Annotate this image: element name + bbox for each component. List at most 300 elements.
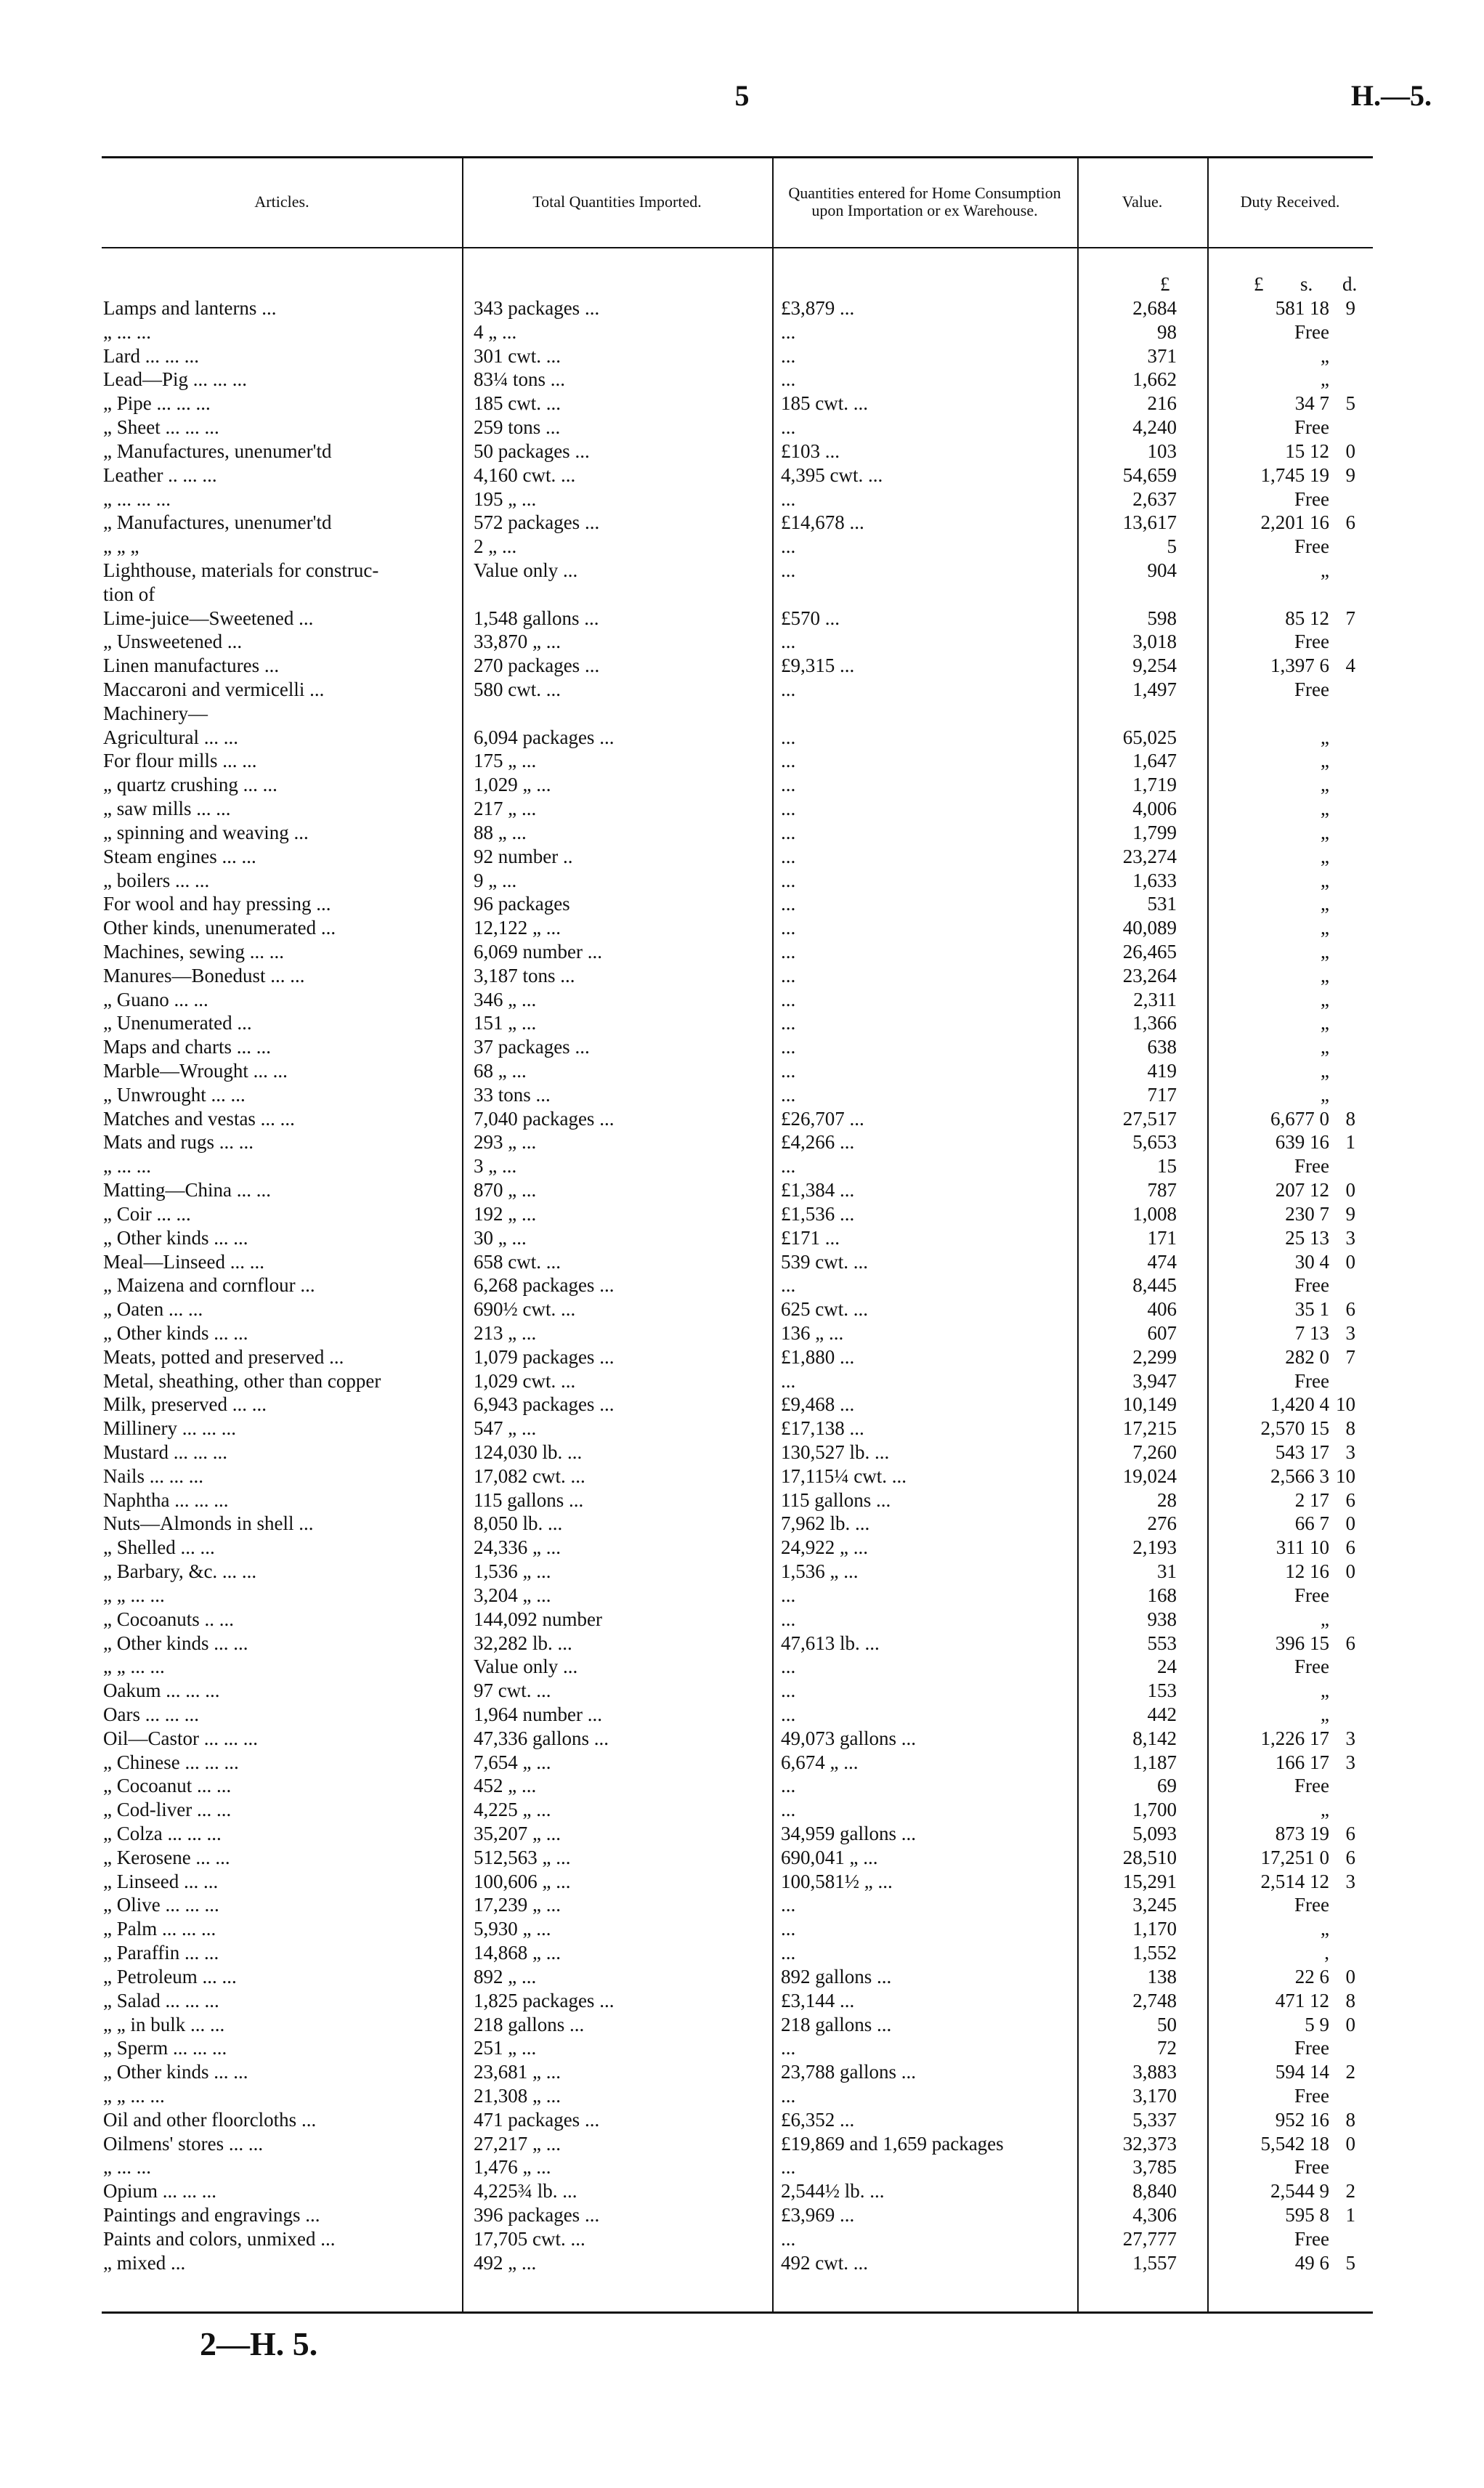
home-consumption-cell: £570 ... [781, 607, 840, 629]
table-row [0, 2084, 1484, 2108]
article-cell: tion of [103, 583, 155, 605]
total-imported-cell: 92 number .. [474, 845, 573, 867]
home-consumption-cell: ... [781, 2037, 796, 2059]
home-consumption-cell: 492 cwt. ... [781, 2251, 868, 2274]
total-imported-cell: 1,476 „ ... [474, 2156, 551, 2179]
value-cell: 1,647 [1132, 750, 1177, 772]
total-imported-cell: 27,217 „ ... [474, 2132, 561, 2155]
article-cell: „ Colza ... ... ... [103, 1823, 222, 1844]
table-row [0, 1321, 1484, 1345]
article-cell: Maps and charts ... ... [103, 1036, 271, 1058]
table-row [0, 2155, 1484, 2179]
home-consumption-cell: ... [781, 750, 796, 772]
value-cell: 15,291 [1122, 1870, 1177, 1892]
table-body [0, 296, 1484, 2274]
article-cell: „ quartz crushing ... ... [103, 774, 277, 796]
duty-cell: „ [1321, 1083, 1329, 1106]
total-imported-cell: 7,654 „ ... [474, 1751, 551, 1773]
home-consumption-cell: ... [781, 559, 796, 581]
total-imported-cell: 2 „ ... [474, 535, 517, 558]
home-consumption-cell: ... [781, 893, 796, 915]
home-consumption-cell: £14,678 ... [781, 511, 864, 534]
value-cell: 27,777 [1122, 2227, 1177, 2250]
article-cell: Lamps and lanterns ... [103, 297, 277, 319]
table-row [0, 1846, 1484, 1870]
table-row [0, 1083, 1484, 1107]
value-cell: 50 [1157, 2013, 1177, 2035]
article-cell: Agricultural ... ... [103, 726, 238, 748]
total-imported-cell: 218 gallons ... [474, 2013, 585, 2035]
article-cell: „ Barbary, &c. ... ... [103, 1560, 257, 1583]
article-cell: Opium ... ... ... [103, 2180, 217, 2203]
duty-cell: 543 17 [1275, 1441, 1329, 1463]
value-cell: 19,024 [1122, 1464, 1177, 1487]
duty-cell: Free [1294, 1155, 1329, 1178]
table-row [0, 1655, 1484, 1679]
value-cell: 3,245 [1132, 1894, 1177, 1916]
article-cell: For flour mills ... ... [103, 750, 257, 772]
duty-cell: Free [1294, 535, 1329, 558]
value-cell: 371 [1147, 344, 1177, 367]
total-imported-cell: 17,705 cwt. ... [474, 2227, 585, 2250]
duty-pence-cell: 6 [1345, 1298, 1355, 1321]
home-consumption-cell: ... [781, 798, 796, 820]
value-cell: 54,659 [1122, 463, 1177, 486]
total-imported-cell: 870 „ ... [474, 1179, 537, 1202]
table-row [0, 1273, 1484, 1297]
home-consumption-cell: ... [781, 678, 796, 700]
total-imported-cell: 1,536 „ ... [474, 1560, 551, 1583]
total-imported-cell: 471 packages ... [474, 2108, 600, 2131]
home-consumption-cell: ... [781, 2227, 796, 2250]
duty-pence-cell: 5 [1345, 2251, 1355, 2274]
table-row [0, 964, 1484, 988]
total-imported-cell: 32,282 lb. ... [474, 1632, 572, 1654]
table-row [0, 344, 1484, 368]
duty-cell: 2,570 15 [1260, 1417, 1329, 1440]
home-consumption-cell: ... [781, 726, 796, 748]
article-cell: „ Olive ... ... ... [103, 1894, 219, 1916]
home-consumption-cell: ... [781, 845, 796, 867]
column-header-value: Value. [1122, 192, 1163, 211]
value-cell: 2,684 [1132, 297, 1177, 319]
duty-cell: „ [1321, 1703, 1329, 1725]
article-cell: „ Other kinds ... ... [103, 1321, 248, 1344]
table-row [0, 1727, 1484, 1751]
article-cell: Oars ... ... ... [103, 1703, 199, 1725]
table-row [0, 1584, 1484, 1608]
table-row [0, 559, 1484, 583]
total-imported-cell: Value only ... [474, 1656, 578, 1678]
value-cell: 5,337 [1132, 2108, 1177, 2131]
footer-reference: 2—H. 5. [200, 2325, 318, 2362]
table-row [0, 916, 1484, 940]
total-imported-cell: 1,964 number ... [474, 1703, 602, 1725]
total-imported-cell: 35,207 „ ... [474, 1823, 561, 1844]
home-consumption-cell: ... [781, 1584, 796, 1606]
home-consumption-cell: 539 cwt. ... [781, 1250, 868, 1273]
table-row [0, 511, 1484, 535]
total-imported-cell: 96 packages [474, 893, 570, 915]
duty-cell: 30 4 [1294, 1250, 1329, 1273]
table-row [0, 1798, 1484, 1822]
duty-cell: 1,397 6 [1270, 655, 1329, 677]
home-consumption-cell: ... [781, 1012, 796, 1034]
home-consumption-cell: £19,869 and 1,659 packages [781, 2132, 1004, 2155]
duty-cell: „ [1321, 964, 1329, 986]
table-row [0, 1202, 1484, 1226]
table-row [0, 702, 1484, 726]
value-cell: 27,517 [1122, 1107, 1177, 1130]
total-imported-cell: 301 cwt. ... [474, 344, 561, 367]
duty-cell: 85 12 [1285, 607, 1329, 629]
duty-cell: 2,544 9 [1270, 2180, 1329, 2203]
value-cell: 1,700 [1132, 1799, 1177, 1821]
duty-cell: 6,677 0 [1270, 1107, 1329, 1130]
total-imported-cell: 5,930 „ ... [474, 1918, 551, 1940]
home-consumption-cell: ... [781, 1608, 796, 1630]
duty-cell: 1,420 4 [1270, 1393, 1329, 1416]
article-cell: Machines, sewing ... ... [103, 940, 284, 963]
home-consumption-cell: 6,674 „ ... [781, 1751, 859, 1773]
article-cell: Lighthouse, materials for construc- [103, 559, 379, 581]
article-cell: „ „ ... ... [103, 1584, 165, 1606]
value-cell: 717 [1147, 1083, 1177, 1106]
home-consumption-cell: 1,536 „ ... [781, 1560, 859, 1583]
table-row [0, 940, 1484, 964]
duty-cell: „ [1321, 559, 1329, 581]
home-consumption-cell: ... [781, 1274, 796, 1297]
value-cell: 72 [1157, 2037, 1177, 2059]
value-cell: 8,142 [1132, 1727, 1177, 1749]
duty-cell: Free [1294, 2227, 1329, 2250]
total-imported-cell: 293 „ ... [474, 1131, 537, 1154]
article-cell: „ mixed ... [103, 2251, 186, 2274]
home-consumption-cell: £9,468 ... [781, 1393, 855, 1416]
home-consumption-cell: ... [781, 631, 796, 653]
duty-pence-cell: 6 [1345, 1823, 1355, 1844]
home-consumption-cell: 23,788 gallons ... [781, 2061, 916, 2083]
duty-cell: 35 1 [1294, 1298, 1329, 1321]
column-header-duty: Duty Received. [1240, 192, 1340, 211]
home-consumption-cell: ... [781, 1775, 796, 1797]
total-imported-cell: 37 packages ... [474, 1036, 590, 1058]
home-consumption-cell: 218 gallons ... [781, 2013, 892, 2035]
article-cell: „ Other kinds ... ... [103, 2061, 248, 2083]
value-cell: 4,240 [1132, 416, 1177, 439]
duty-cell: , [1324, 1942, 1329, 1964]
article-cell: „ Coir ... ... [103, 1202, 191, 1225]
duty-cell: „ [1321, 845, 1329, 867]
table-row [0, 2251, 1484, 2275]
home-consumption-cell: ... [781, 1894, 796, 1916]
duty-cell: „ [1321, 750, 1329, 772]
value-cell: 2,748 [1132, 1989, 1177, 2011]
article-cell: „ saw mills ... ... [103, 798, 231, 820]
total-imported-cell: 270 packages ... [474, 655, 600, 677]
article-cell: „ Kerosene ... ... [103, 1846, 230, 1868]
table-row [0, 988, 1484, 1012]
value-cell: 1,366 [1132, 1012, 1177, 1034]
duty-cell: 5 9 [1305, 2013, 1329, 2035]
table-row [0, 2179, 1484, 2203]
home-consumption-cell: ... [781, 487, 796, 510]
duty-cell: „ [1321, 988, 1329, 1010]
duty-pence-cell: 8 [1345, 1417, 1355, 1440]
home-consumption-cell: £1,384 ... [781, 1179, 855, 1202]
duty-pence-cell: 4 [1345, 655, 1355, 677]
duty-cell: 282 0 [1285, 1345, 1329, 1368]
duty-cell: „ [1321, 1799, 1329, 1821]
column-header-home: Quantities entered for Home Consumption upon Importation or ex Warehouse. [788, 183, 1061, 219]
article-cell: Mats and rugs ... ... [103, 1131, 254, 1154]
duty-cell: „ [1321, 1036, 1329, 1058]
total-imported-cell: 4,225¾ lb. ... [474, 2180, 577, 2203]
duty-cell: 1,226 17 [1260, 1727, 1329, 1749]
duty-cell: 15 12 [1285, 439, 1329, 462]
article-cell: „ Cocoanut ... ... [103, 1775, 232, 1797]
duty-cell: 311 10 [1276, 1536, 1329, 1559]
total-imported-cell: 17,239 „ ... [474, 1894, 561, 1916]
home-consumption-cell: ... [781, 869, 796, 891]
value-cell: 474 [1147, 1250, 1177, 1273]
duty-pence-cell: 0 [1345, 439, 1355, 462]
value-cell: 787 [1147, 1179, 1177, 1202]
total-imported-cell: 100,606 „ ... [474, 1870, 571, 1892]
total-imported-cell: 24,336 „ ... [474, 1536, 561, 1559]
total-imported-cell: 6,094 packages ... [474, 726, 615, 748]
duty-pence-cell: 1 [1345, 1131, 1355, 1154]
total-imported-cell: 572 packages ... [474, 511, 600, 534]
home-consumption-cell: ... [781, 917, 796, 939]
table-row [0, 1822, 1484, 1846]
value-cell: 1,799 [1132, 821, 1177, 843]
duty-cell: Free [1294, 320, 1329, 343]
value-cell: 904 [1147, 559, 1177, 581]
home-consumption-cell: ... [781, 2084, 796, 2107]
duty-cell: 581 18 [1275, 297, 1329, 319]
duty-cell: „ [1321, 774, 1329, 796]
total-imported-cell: 547 „ ... [474, 1417, 537, 1440]
article-cell: „ Sperm ... ... ... [103, 2037, 227, 2059]
total-imported-cell: 6,943 packages ... [474, 1393, 615, 1416]
duty-pence-cell: 0 [1345, 1560, 1355, 1583]
total-imported-cell: 144,092 number [474, 1608, 602, 1630]
table-row [0, 1608, 1484, 1632]
total-imported-cell: 192 „ ... [474, 1202, 537, 1225]
total-imported-cell: 12,122 „ ... [474, 917, 561, 939]
table-row [0, 1178, 1484, 1202]
duty-pence-cell: 6 [1345, 1846, 1355, 1868]
table-row [0, 416, 1484, 439]
value-cell: 31 [1157, 1560, 1177, 1583]
duty-cell: Free [1294, 678, 1329, 700]
article-cell: Linen manufactures ... [103, 655, 280, 677]
table-row [0, 1703, 1484, 1727]
total-imported-cell: 396 packages ... [474, 2204, 600, 2226]
article-cell: Nails ... ... ... [103, 1464, 203, 1487]
duty-cell: Free [1294, 1584, 1329, 1606]
duty-cell: Free [1294, 1894, 1329, 1916]
value-cell: 15 [1157, 1155, 1177, 1178]
duty-cell: „ [1321, 821, 1329, 843]
duty-pence-cell: 3 [1345, 1226, 1355, 1249]
article-cell: Oakum ... ... ... [103, 1679, 220, 1702]
value-cell: 26,465 [1122, 940, 1177, 963]
duty-cell: 25 13 [1285, 1226, 1329, 1249]
article-cell: „ Unwrought ... ... [103, 1083, 246, 1106]
duty-cell: 2,201 16 [1260, 511, 1329, 534]
home-consumption-cell: 2,544½ lb. ... [781, 2180, 885, 2203]
home-consumption-cell: ... [781, 1155, 796, 1178]
table-row [0, 1035, 1484, 1059]
duty-cell: 7 13 [1294, 1321, 1329, 1344]
table-row [0, 797, 1484, 821]
value-cell: 1,662 [1132, 368, 1177, 391]
value-cell: 23,274 [1122, 845, 1177, 867]
total-imported-cell: 251 „ ... [474, 2037, 537, 2059]
duty-cell: „ [1321, 1060, 1329, 1082]
table-row [0, 1893, 1484, 1917]
total-imported-cell: 346 „ ... [474, 988, 537, 1010]
value-cell: 938 [1147, 1608, 1177, 1630]
duty-pence-cell: 2 [1345, 2061, 1355, 2083]
article-cell: „ Other kinds ... ... [103, 1632, 248, 1654]
article-cell: „ Linseed ... ... [103, 1870, 219, 1892]
table-row [0, 1464, 1484, 1488]
value-cell: 98 [1157, 320, 1177, 343]
total-imported-cell: 4,225 „ ... [474, 1799, 551, 1821]
value-cell: 442 [1147, 1703, 1177, 1725]
value-cell: 9,254 [1132, 655, 1177, 677]
duty-cell: „ [1321, 1608, 1329, 1630]
article-cell: Meal—Linseed ... ... [103, 1250, 264, 1273]
article-cell: „ ... ... [103, 2156, 151, 2179]
home-consumption-cell: 17,115¼ cwt. ... [781, 1464, 907, 1487]
table-rule-header [102, 247, 1373, 248]
value-cell: 2,299 [1132, 1345, 1177, 1368]
duty-cell: „ [1321, 368, 1329, 391]
table-row [0, 1989, 1484, 2013]
table-row [0, 1917, 1484, 1941]
article-cell: Milk, preserved ... ... [103, 1393, 267, 1416]
article-cell: Steam engines ... ... [103, 845, 256, 867]
total-imported-cell: 658 cwt. ... [474, 1250, 561, 1273]
home-consumption-cell: 7,962 lb. ... [781, 1512, 870, 1535]
article-cell: „ Other kinds ... ... [103, 1226, 248, 1249]
value-cell: 1,008 [1132, 1202, 1177, 1225]
value-cell: 1,633 [1132, 869, 1177, 891]
table-row [0, 1488, 1484, 1512]
table-row [0, 1059, 1484, 1083]
article-cell: „ Petroleum ... ... [103, 1965, 237, 1987]
duty-pence-cell: 0 [1345, 1965, 1355, 1987]
home-consumption-cell: ... [781, 1918, 796, 1940]
home-consumption-cell: £1,536 ... [781, 1202, 855, 1225]
article-cell: „ Chinese ... ... ... [103, 1751, 239, 1773]
value-cell: 13,617 [1122, 511, 1177, 534]
duty-pence-cell: 6 [1345, 1632, 1355, 1654]
value-cell: 1,497 [1132, 678, 1177, 700]
duty-cell: „ [1321, 917, 1329, 939]
duty-cell: Free [1294, 2156, 1329, 2179]
table-row [0, 1774, 1484, 1798]
article-cell: Marble—Wrought ... ... [103, 1060, 288, 1082]
value-cell: 153 [1147, 1679, 1177, 1702]
home-consumption-cell: 185 cwt. ... [781, 392, 868, 415]
duty-cell: „ [1321, 344, 1329, 367]
value-cell: 28 [1157, 1488, 1177, 1511]
table-row [0, 1536, 1484, 1560]
duty-cell: 22 6 [1294, 1965, 1329, 1987]
value-cell: 607 [1147, 1321, 1177, 1344]
home-consumption-cell: ... [781, 320, 796, 343]
total-imported-cell: 185 cwt. ... [474, 392, 561, 415]
duty-cell: „ [1321, 1679, 1329, 1702]
table-row [0, 583, 1484, 607]
value-cell: 23,264 [1122, 964, 1177, 986]
article-cell: „ Manufactures, unenumer'td [103, 511, 332, 534]
duty-cell: 594 14 [1275, 2061, 1329, 2083]
total-imported-cell: 47,336 gallons ... [474, 1727, 609, 1749]
value-cell: 1,719 [1132, 774, 1177, 796]
home-consumption-cell: ... [781, 821, 796, 843]
value-cell: 3,883 [1132, 2061, 1177, 2083]
table-row [0, 678, 1484, 702]
table-row [0, 1941, 1484, 1965]
table-row [0, 821, 1484, 845]
home-consumption-cell: ... [781, 1679, 796, 1702]
home-consumption-cell: ... [781, 774, 796, 796]
article-cell: Oilmens' stores ... ... [103, 2132, 264, 2155]
value-cell: 171 [1147, 1226, 1177, 1249]
table-row [0, 2013, 1484, 2037]
table-row [0, 439, 1484, 463]
article-cell: Naphtha ... ... ... [103, 1488, 229, 1511]
table-row [0, 1393, 1484, 1417]
duty-cell: 639 16 [1275, 1131, 1329, 1154]
table-row [0, 487, 1484, 511]
value-cell: 406 [1147, 1298, 1177, 1321]
value-cell: 3,947 [1132, 1369, 1177, 1392]
value-cell: 5,653 [1132, 1131, 1177, 1154]
total-imported-cell: 50 packages ... [474, 439, 590, 462]
home-consumption-cell: £3,144 ... [781, 1989, 855, 2011]
duty-pence-cell: 6 [1345, 1536, 1355, 1559]
home-consumption-cell: 4,395 cwt. ... [781, 463, 883, 486]
duty-pence-cell: 8 [1345, 2108, 1355, 2131]
value-cell: 69 [1157, 1775, 1177, 1797]
duty-cell: Free [1294, 1775, 1329, 1797]
article-cell: For wool and hay pressing ... [103, 893, 331, 915]
duty-cell: Free [1294, 1274, 1329, 1297]
total-imported-cell: 30 „ ... [474, 1226, 527, 1249]
home-consumption-cell: ... [781, 1036, 796, 1058]
duty-pence-cell: 6 [1345, 1488, 1355, 1511]
duty-cell: 166 17 [1275, 1751, 1329, 1773]
home-consumption-cell: ... [781, 1656, 796, 1678]
home-consumption-cell: 115 gallons ... [781, 1488, 891, 1511]
duty-pence-cell: 7 [1345, 607, 1355, 629]
value-cell: 3,170 [1132, 2084, 1177, 2107]
home-consumption-cell: ... [781, 964, 796, 986]
article-cell: Lead—Pig ... ... ... [103, 368, 247, 391]
home-consumption-cell: 690,041 „ ... [781, 1846, 878, 1868]
duty-pence-cell: 3 [1345, 1727, 1355, 1749]
duty-pence-cell: 6 [1345, 511, 1355, 534]
total-imported-cell: 17,082 cwt. ... [474, 1464, 585, 1487]
document-reference: H.—5. [1350, 79, 1432, 112]
